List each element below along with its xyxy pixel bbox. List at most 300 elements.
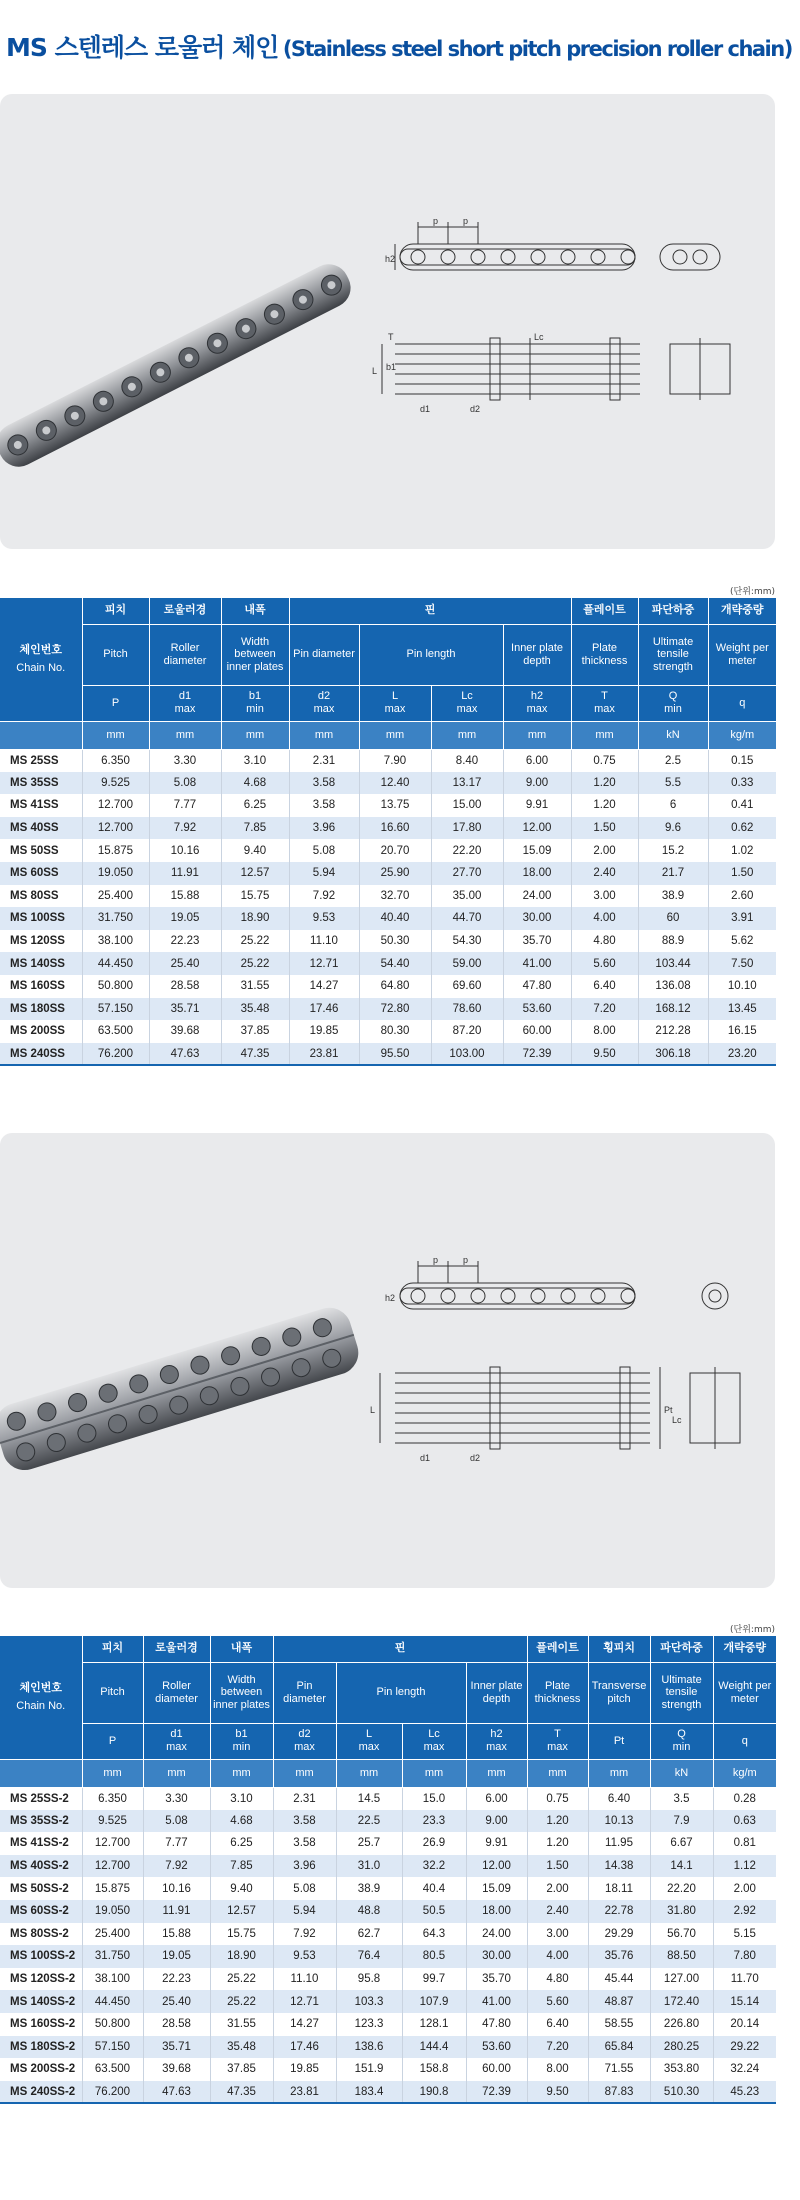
chain-number-cell: MS 160SS [0, 975, 82, 998]
spec-value-cell: 19.85 [289, 1020, 359, 1043]
unit-note-1: (단위:mm) [730, 587, 775, 597]
spec-value-cell: 19.85 [273, 2058, 336, 2081]
double-chain-spec-table [0, 1636, 776, 2104]
spec-value-cell: 25.22 [221, 930, 289, 953]
chain-number-cell: MS 180SS [0, 998, 82, 1021]
spec-value-cell: 47.35 [210, 2081, 273, 2104]
spec-value-cell: 64.3 [402, 1923, 466, 1946]
spec-value-cell: 44.450 [82, 1990, 143, 2013]
spec-value-cell: 41.00 [503, 952, 571, 975]
spec-value-cell: 6.350 [82, 1787, 143, 1810]
spec-value-cell: 12.700 [82, 1832, 143, 1855]
spec-value-cell: 50.30 [359, 930, 431, 953]
spec-value-cell: 95.8 [336, 1968, 402, 1991]
spec-value-cell: 18.00 [466, 1900, 527, 1923]
header-strength-kr: 파단하중 [638, 598, 708, 624]
spec-value-cell: 3.91 [708, 907, 776, 930]
chain-number-cell: MS 120SS-2 [0, 1968, 82, 1991]
unit-cell: mm [527, 1759, 588, 1787]
unit-cell: mm [503, 721, 571, 749]
spec-value-cell: 5.15 [713, 1923, 776, 1946]
symbol-row-2 [0, 1723, 776, 1759]
spec-value-cell: 6.25 [221, 794, 289, 817]
spec-value-cell: 99.7 [402, 1968, 466, 1991]
spec-value-cell: 15.875 [82, 839, 149, 862]
chain-top-view-drawing [395, 222, 720, 270]
symbol-cell: Q min [638, 685, 708, 721]
spec-value-cell: 15.2 [638, 839, 708, 862]
chain-number-cell: MS 200SS-2 [0, 2058, 82, 2081]
spec-value-cell: 19.050 [82, 1900, 143, 1923]
spec-value-cell: 5.60 [527, 1990, 588, 2013]
header-inner-depth-en: Inner plate depth [503, 624, 571, 685]
header2-weight-en: Weight per meter [713, 1662, 776, 1723]
table-row [0, 1855, 776, 1878]
spec-value-cell: 47.80 [466, 2013, 527, 2036]
unit-cell: mm [82, 1759, 143, 1787]
spec-value-cell: 2.5 [638, 749, 708, 772]
spec-value-cell: 20.70 [359, 839, 431, 862]
unit-cell: mm [273, 1759, 336, 1787]
spec-value-cell: 183.4 [336, 2081, 402, 2104]
chain-number-cell: MS 160SS-2 [0, 2013, 82, 2036]
spec-value-cell: 35.70 [466, 1968, 527, 1991]
chain-number-cell: MS 50SS [0, 839, 82, 862]
header2-pitch-kr: 피치 [82, 1636, 143, 1662]
spec-value-cell: 11.95 [588, 1832, 650, 1855]
spec-value-cell: 18.00 [503, 862, 571, 885]
spec-value-cell: 10.16 [149, 839, 221, 862]
header-width-kr: 내폭 [221, 598, 289, 624]
spec-value-cell: 1.50 [527, 1855, 588, 1878]
spec-value-cell: 59.00 [431, 952, 503, 975]
spec-value-cell: 50.800 [82, 975, 149, 998]
label-d2: d2 [470, 404, 481, 414]
spec-value-cell: 127.00 [650, 1968, 713, 1991]
chain-number-cell: MS 41SS [0, 794, 82, 817]
symbol-cell: Lc max [431, 685, 503, 721]
spec-value-cell: 4.00 [571, 907, 638, 930]
table-row [0, 794, 776, 817]
spec-value-cell: 3.58 [273, 1810, 336, 1833]
spec-value-cell: 9.53 [273, 1945, 336, 1968]
spec-value-cell: 151.9 [336, 2058, 402, 2081]
spec-value-cell: 10.16 [143, 1877, 210, 1900]
spec-value-cell: 2.31 [289, 749, 359, 772]
spec-value-cell: 3.00 [527, 1923, 588, 1946]
spec-value-cell: 0.15 [708, 749, 776, 772]
label-p-4: p [463, 1255, 469, 1265]
header2-pin-dia-en: Pin diameter [273, 1662, 336, 1723]
header2-chain-no: 체인번호 Chain No. [0, 1636, 82, 1759]
spec-value-cell: 47.80 [503, 975, 571, 998]
spec-value-cell: 29.22 [713, 2036, 776, 2059]
spec-value-cell: 7.20 [571, 998, 638, 1021]
double-chain-table-body [0, 1787, 776, 2103]
header-roller-en: Roller diameter [149, 624, 221, 685]
spec-value-cell: 38.100 [82, 1968, 143, 1991]
chain-number-cell: MS 50SS-2 [0, 1877, 82, 1900]
spec-value-cell: 123.3 [336, 2013, 402, 2036]
header2-plate-kr: 플레이트 [527, 1636, 588, 1662]
chain-number-cell: MS 100SS [0, 907, 82, 930]
table-row [0, 952, 776, 975]
spec-value-cell: 3.58 [289, 794, 359, 817]
spec-value-cell: 103.00 [431, 1043, 503, 1066]
header-pin-kr: 핀 [289, 598, 571, 624]
chain-number-cell: MS 25SS [0, 749, 82, 772]
label-p-3: p [433, 1255, 439, 1265]
spec-value-cell: 19.05 [143, 1945, 210, 1968]
spec-value-cell: 17.46 [273, 2036, 336, 2059]
spec-value-cell: 4.80 [527, 1968, 588, 1991]
spec-value-cell: 1.20 [571, 794, 638, 817]
spec-value-cell: 12.57 [221, 862, 289, 885]
spec-value-cell: 19.05 [149, 907, 221, 930]
spec-value-cell: 25.90 [359, 862, 431, 885]
spec-value-cell: 50.5 [402, 1900, 466, 1923]
spec-value-cell: 3.30 [143, 1787, 210, 1810]
symbol-cell: T max [571, 685, 638, 721]
spec-value-cell: 65.84 [588, 2036, 650, 2059]
table-row [0, 839, 776, 862]
spec-value-cell: 7.92 [149, 817, 221, 840]
chain-number-cell: MS 35SS [0, 772, 82, 795]
spec-value-cell: 0.63 [713, 1810, 776, 1833]
unit-cell: mm [359, 721, 431, 749]
symbol-cell: d1 max [149, 685, 221, 721]
table-row [0, 862, 776, 885]
spec-value-cell: 5.5 [638, 772, 708, 795]
spec-value-cell: 9.525 [82, 1810, 143, 1833]
spec-value-cell: 353.80 [650, 2058, 713, 2081]
spec-value-cell: 62.7 [336, 1923, 402, 1946]
spec-value-cell: 48.8 [336, 1900, 402, 1923]
chain-number-cell: MS 120SS [0, 930, 82, 953]
unit-cell: mm [431, 721, 503, 749]
label-L-2: L [370, 1405, 376, 1415]
spec-value-cell: 2.92 [713, 1900, 776, 1923]
spec-value-cell: 172.40 [650, 1990, 713, 2013]
spec-value-cell: 15.00 [431, 794, 503, 817]
spec-value-cell: 24.00 [466, 1923, 527, 1946]
table-row [0, 1043, 776, 1066]
spec-value-cell: 80.30 [359, 1020, 431, 1043]
spec-value-cell: 37.85 [221, 1020, 289, 1043]
spec-value-cell: 53.60 [503, 998, 571, 1021]
spec-value-cell: 7.80 [713, 1945, 776, 1968]
spec-value-cell: 22.20 [650, 1877, 713, 1900]
symbol-cell: b1 min [221, 685, 289, 721]
spec-value-cell: 22.5 [336, 1810, 402, 1833]
spec-value-cell: 9.91 [466, 1832, 527, 1855]
spec-value-cell: 6.25 [210, 1832, 273, 1855]
spec-value-cell: 13.17 [431, 772, 503, 795]
header2-weight-kr: 개략중량 [713, 1636, 776, 1662]
spec-value-cell: 9.91 [503, 794, 571, 817]
header-pitch-kr: 피치 [82, 598, 149, 624]
spec-value-cell: 3.58 [289, 772, 359, 795]
spec-value-cell: 3.30 [149, 749, 221, 772]
spec-value-cell: 23.3 [402, 1810, 466, 1833]
spec-value-cell: 38.9 [336, 1877, 402, 1900]
chain-number-cell: MS 180SS-2 [0, 2036, 82, 2059]
spec-value-cell: 7.50 [708, 952, 776, 975]
spec-value-cell: 76.200 [82, 2081, 143, 2104]
unit-cell: mm [336, 1759, 402, 1787]
spec-value-cell: 226.80 [650, 2013, 713, 2036]
spec-value-cell: 63.500 [82, 1020, 149, 1043]
chain-number-cell: MS 60SS [0, 862, 82, 885]
spec-value-cell: 60.00 [466, 2058, 527, 2081]
header-pin-dia-en: Pin diameter [289, 624, 359, 685]
spec-value-cell: 7.77 [143, 1832, 210, 1855]
spec-value-cell: 510.30 [650, 2081, 713, 2104]
spec-value-cell: 212.28 [638, 1020, 708, 1043]
title-sub: (Stainless steel short pitch precision roller chain) [282, 37, 792, 61]
single-chain-spec-table [0, 598, 776, 1066]
symbol-cell: q [708, 685, 776, 721]
spec-value-cell: 3.58 [273, 1832, 336, 1855]
spec-value-cell: 12.57 [210, 1900, 273, 1923]
spec-value-cell: 4.80 [571, 930, 638, 953]
unit-cell: kN [650, 1759, 713, 1787]
table-row [0, 817, 776, 840]
spec-value-cell: 38.9 [638, 885, 708, 908]
spec-value-cell: 0.41 [708, 794, 776, 817]
spec-value-cell: 12.00 [503, 817, 571, 840]
spec-value-cell: 8.40 [431, 749, 503, 772]
unit-cell: kg/m [708, 721, 776, 749]
spec-value-cell: 13.45 [708, 998, 776, 1021]
header-roller-kr: 로울러경 [149, 598, 221, 624]
spec-value-cell: 54.30 [431, 930, 503, 953]
unit-cell: mm [289, 721, 359, 749]
header-weight-kr: 개략중량 [708, 598, 776, 624]
header-pin-len-en: Pin length [359, 624, 503, 685]
header2-roller-en: Roller diameter [143, 1662, 210, 1723]
spec-value-cell: 6.00 [503, 749, 571, 772]
spec-value-cell: 15.14 [713, 1990, 776, 2013]
spec-value-cell: 12.71 [273, 1990, 336, 2013]
spec-value-cell: 35.48 [210, 2036, 273, 2059]
symbol-row [0, 685, 776, 721]
spec-value-cell: 72.39 [503, 1043, 571, 1066]
spec-value-cell: 12.40 [359, 772, 431, 795]
spec-value-cell: 72.39 [466, 2081, 527, 2104]
spec-value-cell: 306.18 [638, 1043, 708, 1066]
spec-value-cell: 19.050 [82, 862, 149, 885]
table-row [0, 975, 776, 998]
unit-cell: kN [638, 721, 708, 749]
table-row [0, 2081, 776, 2104]
label-T: T [388, 332, 394, 342]
spec-value-cell: 76.4 [336, 1945, 402, 1968]
spec-value-cell: 41.00 [466, 1990, 527, 2013]
spec-value-cell: 5.60 [571, 952, 638, 975]
spec-value-cell: 25.400 [82, 1923, 143, 1946]
spec-value-cell: 190.8 [402, 2081, 466, 2104]
spec-value-cell: 103.44 [638, 952, 708, 975]
spec-value-cell: 35.48 [221, 998, 289, 1021]
symbol-cell: h2 max [503, 685, 571, 721]
spec-value-cell: 35.00 [431, 885, 503, 908]
spec-value-cell: 44.70 [431, 907, 503, 930]
table-row [0, 1832, 776, 1855]
spec-value-cell: 47.63 [143, 2081, 210, 2104]
table-row [0, 885, 776, 908]
label-p-2: p [463, 216, 469, 226]
spec-value-cell: 7.9 [650, 1810, 713, 1833]
spec-value-cell: 15.88 [149, 885, 221, 908]
title-main: MS 스텐레스 로울러 체인 [6, 33, 279, 62]
unit-cell: mm [221, 721, 289, 749]
spec-value-cell: 39.68 [143, 2058, 210, 2081]
spec-value-cell: 5.08 [143, 1810, 210, 1833]
spec-value-cell: 6.67 [650, 1832, 713, 1855]
spec-value-cell: 9.40 [221, 839, 289, 862]
spec-value-cell: 2.60 [708, 885, 776, 908]
spec-value-cell: 9.40 [210, 1877, 273, 1900]
table-row [0, 772, 776, 795]
table-row [0, 907, 776, 930]
spec-value-cell: 11.91 [149, 862, 221, 885]
spec-value-cell: 21.7 [638, 862, 708, 885]
units-row [0, 721, 776, 749]
spec-value-cell: 168.12 [638, 998, 708, 1021]
table-row [0, 1923, 776, 1946]
spec-value-cell: 0.75 [571, 749, 638, 772]
header-plate-kr: 플레이트 [571, 598, 638, 624]
table-row [0, 1020, 776, 1043]
spec-value-cell: 3.00 [571, 885, 638, 908]
spec-value-cell: 32.70 [359, 885, 431, 908]
spec-value-cell: 40.40 [359, 907, 431, 930]
spec-value-cell: 26.9 [402, 1832, 466, 1855]
spec-value-cell: 54.40 [359, 952, 431, 975]
spec-value-cell: 22.78 [588, 1900, 650, 1923]
single-chain-figure [0, 94, 775, 549]
spec-value-cell: 0.28 [713, 1787, 776, 1810]
spec-value-cell: 158.8 [402, 2058, 466, 2081]
chain-number-cell: MS 140SS-2 [0, 1990, 82, 2013]
double-chain-figure [0, 1133, 775, 1588]
spec-value-cell: 107.9 [402, 1990, 466, 2013]
spec-value-cell: 3.96 [273, 1855, 336, 1878]
header-chain-no: 체인번호 Chain No. [0, 598, 82, 721]
spec-value-cell: 31.750 [82, 1945, 143, 1968]
spec-value-cell: 25.40 [149, 952, 221, 975]
spec-value-cell: 76.200 [82, 1043, 149, 1066]
chain-number-cell: MS 80SS [0, 885, 82, 908]
spec-value-cell: 31.55 [210, 2013, 273, 2036]
unit-cell: kg/m [713, 1759, 776, 1787]
spec-value-cell: 24.00 [503, 885, 571, 908]
symbol-cell: P [82, 685, 149, 721]
spec-value-cell: 4.68 [221, 772, 289, 795]
header-width-en: Width between inner plates [221, 624, 289, 685]
spec-value-cell: 40.4 [402, 1877, 466, 1900]
symbol-cell: h2 max [466, 1723, 527, 1759]
table-row [0, 2036, 776, 2059]
spec-value-cell: 7.85 [210, 1855, 273, 1878]
spec-value-cell: 8.00 [527, 2058, 588, 2081]
spec-value-cell: 87.20 [431, 1020, 503, 1043]
spec-value-cell: 5.08 [289, 839, 359, 862]
symbol-cell: d2 max [289, 685, 359, 721]
spec-value-cell: 7.90 [359, 749, 431, 772]
spec-value-cell: 7.85 [221, 817, 289, 840]
spec-value-cell: 103.3 [336, 1990, 402, 2013]
header2-strength-en: Ultimate tensile strength [650, 1662, 713, 1723]
header2-pin-kr: 핀 [273, 1636, 527, 1662]
spec-value-cell: 45.44 [588, 1968, 650, 1991]
symbol-cell: Pt [588, 1723, 650, 1759]
spec-value-cell: 17.80 [431, 817, 503, 840]
header2-transverse-en: Transverse pitch [588, 1662, 650, 1723]
spec-value-cell: 15.875 [82, 1877, 143, 1900]
unit-cell: mm [82, 721, 149, 749]
spec-value-cell: 50.800 [82, 2013, 143, 2036]
spec-value-cell: 31.80 [650, 1900, 713, 1923]
spec-value-cell: 11.10 [289, 930, 359, 953]
spec-value-cell: 7.20 [527, 2036, 588, 2059]
chain-number-cell: MS 240SS-2 [0, 2081, 82, 2104]
spec-value-cell: 88.50 [650, 1945, 713, 1968]
spec-value-cell: 11.10 [273, 1968, 336, 1991]
spec-value-cell: 64.80 [359, 975, 431, 998]
spec-value-cell: 27.70 [431, 862, 503, 885]
unit-cell: mm [149, 721, 221, 749]
label-d1: d1 [420, 404, 431, 414]
spec-value-cell: 15.09 [466, 1877, 527, 1900]
spec-value-cell: 0.33 [708, 772, 776, 795]
symbol-cell: L max [359, 685, 431, 721]
spec-value-cell: 6.40 [571, 975, 638, 998]
spec-value-cell: 25.22 [210, 1990, 273, 2013]
spec-value-cell: 144.4 [402, 2036, 466, 2059]
symbol-cell: T max [527, 1723, 588, 1759]
spec-value-cell: 47.63 [149, 1043, 221, 1066]
spec-value-cell: 0.75 [527, 1787, 588, 1810]
spec-value-cell: 136.08 [638, 975, 708, 998]
chain-number-cell: MS 200SS [0, 1020, 82, 1043]
header2-width-en: Width between inner plates [210, 1662, 273, 1723]
spec-value-cell: 35.76 [588, 1945, 650, 1968]
chain-side-view-drawing [382, 338, 730, 400]
spec-value-cell: 9.525 [82, 772, 149, 795]
symbol-cell: Lc max [402, 1723, 466, 1759]
spec-value-cell: 11.91 [143, 1900, 210, 1923]
chain-number-cell: MS 80SS-2 [0, 1923, 82, 1946]
spec-value-cell: 35.71 [143, 2036, 210, 2059]
spec-value-cell: 5.08 [273, 1877, 336, 1900]
spec-value-cell: 57.150 [82, 2036, 143, 2059]
single-chain-table-body [0, 749, 776, 1065]
spec-value-cell: 23.81 [273, 2081, 336, 2104]
symbol-cell: q [713, 1723, 776, 1759]
spec-value-cell: 9.50 [571, 1043, 638, 1066]
spec-value-cell: 7.92 [289, 885, 359, 908]
spec-value-cell: 2.00 [527, 1877, 588, 1900]
spec-value-cell: 18.11 [588, 1877, 650, 1900]
spec-value-cell: 25.40 [143, 1990, 210, 2013]
spec-value-cell: 7.77 [149, 794, 221, 817]
spec-value-cell: 1.20 [571, 772, 638, 795]
spec-value-cell: 48.87 [588, 1990, 650, 2013]
spec-value-cell: 38.100 [82, 930, 149, 953]
spec-value-cell: 25.22 [221, 952, 289, 975]
